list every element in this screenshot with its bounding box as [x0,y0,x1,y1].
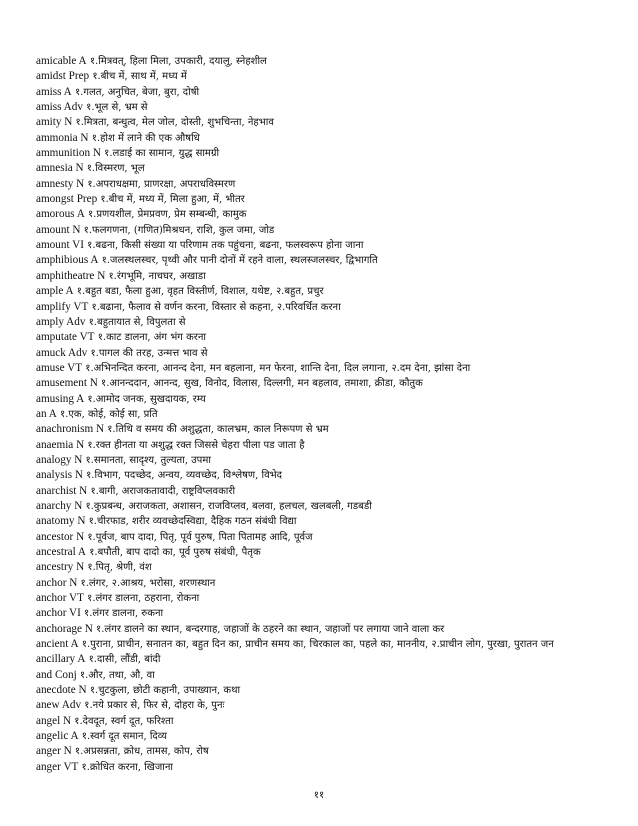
dictionary-entry [36,499,610,514]
dictionary-entry [36,54,610,69]
entry-headword: amuse VT [36,361,83,374]
entry-gloss: १.लडाई का सामान, युद्ध सामग्री [104,148,220,160]
entry-gloss: १.काट डालना, अंग भंग करना [97,332,206,344]
dictionary-entry [36,100,610,115]
entry-headword: ancillary A [36,653,86,666]
entry-headword: amuck Adv [36,346,88,359]
entry-headword: anaemia N [36,438,85,451]
dictionary-entry [36,69,610,84]
dictionary-entry [36,238,610,253]
dictionary-entry [36,729,610,744]
entry-headword: ammonia N [36,131,89,144]
entry-gloss: १.क्रोधित करना, खिजाना [81,761,174,773]
entry-gloss: १.बीच में, मध्य में, मिला हुआ, में, भीतर [100,194,245,206]
entry-headword: amusement N [36,377,98,390]
entry-gloss: १.आनन्ददान, आनन्द, सुख, विनोद, विलास, दिल्लगी, मन बहलाव, तमाशा, क्रीडा, कौतुक [101,378,423,390]
dictionary-entry [36,422,610,437]
entry-headword: an A [36,407,57,420]
entry-gloss: १.बागी, अराजकतावादी, राष्ट्रविप्लवकारी [90,485,236,497]
entry-gloss: १.पुराना, प्राचीन, सनातन का, बहुत दिन का, प्राचीन समय का, चिरकाल का, पहले का, माननीय, २.प्राचीन लोग, पुरखा, पुरातन जन [81,639,554,651]
entry-headword: ancestral A [36,546,87,558]
entry-gloss: १.लंगर डालने का स्थान, बन्दरगाह, जहाजों के ठहरने का स्थान, जहाजों पर लगाया जाने वाला कर [96,623,445,635]
entry-headword: amongst Prep [36,193,98,206]
dictionary-entry [36,438,610,453]
entry-headword: anchor VI [36,607,81,620]
dictionary-entry [36,622,610,637]
entry-headword: amply Adv [36,315,86,328]
entry-gloss: १.फलगणना, (गणित)मिश्रधन, राशि, कुल जमा, जोड [83,224,275,236]
dictionary-entry [36,668,610,683]
entry-gloss: १.एक, कोई, कोई सा, प्रति [60,408,158,420]
entry-gloss: १.और, तथा, औ, वा [79,669,155,681]
entry-gloss: १.अप्रसन्नता, क्रोध, तामस, कोप, रोष [74,746,209,758]
entry-headword: analysis N [36,469,83,482]
entry-headword: ancestry N [36,561,85,574]
dictionary-entry [36,330,610,345]
dictionary-entry [36,576,610,591]
entry-gloss: १.नये प्रकार से, फिर से, दोहरा के, पुनः [84,700,225,712]
dictionary-entry [36,253,610,268]
entry-gloss: १.रक्त हीनता या अशुद्ध रक्त जिससे चेहरा पीला पड जाता है [87,439,305,451]
entry-headword: amphibious A [36,254,99,267]
entry-gloss: १.विभाग, पदच्छेद, अन्वय, व्यवच्छेद, विश्लेषण, विभेद [86,470,282,482]
dictionary-entry [36,269,610,284]
entry-gloss: १.स्वर्ग दूत समान, दिव्य [81,731,167,743]
entry-headword: anger N [36,745,72,758]
entry-gloss: १.लंगर, २.आश्रय, भरोसा, शरणस्थान [80,577,216,589]
entry-gloss: १.बीच में, साथ में, मध्य में [92,71,187,83]
entry-gloss: १.पूर्वज, बाप दादा, पितृ, पूर्व पुरुष, पिता पितामह आदि, पूर्वज [87,531,313,543]
entry-headword: ancestor N [36,530,85,543]
entry-headword: angel N [36,714,72,727]
entry-headword: anecdote N [36,684,87,697]
entry-headword: ample A [36,285,74,298]
dictionary-entry [36,361,610,376]
entry-gloss: १.बहुतायात से, विपुलता से [88,316,186,328]
entry-headword: anchorage N [36,622,93,635]
entry-headword: amplify VT [36,300,89,313]
dictionary-entry [36,760,610,775]
entry-headword: anew Adv [36,699,82,712]
dictionary-entry [36,315,610,330]
dictionary-entry [36,284,610,299]
dictionary-entry [36,146,610,161]
entry-gloss: १.जलस्थलस्चर, पृथ्वी और पानी दोनों में रहने वाला, स्थलस्जलस्चर, द्विभागति [101,255,378,267]
dictionary-entry [36,300,610,315]
dictionary-entry [36,392,610,407]
entry-headword: amphitheatre N [36,269,106,282]
dictionary-entry [36,530,610,545]
dictionary-entry [36,545,610,560]
dictionary-entry [36,407,610,422]
entry-gloss: १.अपराधक्षमा, प्राणरक्षा, अपराधविस्मरण [87,178,236,190]
entry-gloss: १.तिथि व समय की अशुद्धता, कालभ्रम, काल निरूपण से भ्रम [107,424,329,436]
entry-headword: analogy N [36,453,83,466]
entry-gloss: १.लंगर डालना, रुकना [84,608,164,620]
entry-gloss: १.दासी, लौंडी, बांदी [88,654,161,666]
dictionary-entry [36,453,610,468]
entry-headword: amity N [36,116,73,129]
page-number: ११ [313,790,325,801]
entry-headword: anachronism N [36,423,105,436]
dictionary-entry [36,177,610,192]
entry-gloss: १.पितृ, श्रेणी, वंश [87,562,152,574]
entry-headword: amidst Prep [36,70,90,83]
dictionary-entry [36,652,610,667]
entry-gloss: १.चुटकुला, छोटी कहानी, उपाख्यान, कथा [89,685,241,697]
entry-gloss: १.बहुत बडा, फैला हुआ, वृहत विस्तीर्ण, विशाल, यथेष्ट, २.बहुत, प्रचुर [76,286,324,298]
dictionary-entry [36,514,610,529]
dictionary-entry [36,484,610,499]
dictionary-entry [36,606,610,621]
entry-gloss: १.समानता, सादृश्य, तुल्यता, उपमा [85,454,211,466]
entry-headword: amicable A [36,55,87,67]
entry-headword: amusing A [36,392,85,405]
entry-gloss: १.बपौती, बाप दादो का, पूर्व पुरुष संबंधी, पैतृक [89,547,261,558]
entry-headword: ancient A [36,638,79,651]
dictionary-entry [36,131,610,146]
dictionary-entry [36,744,610,759]
entry-headword: anchor VT [36,592,84,605]
entry-headword: angelic A [36,730,79,743]
entry-headword: anarchist N [36,484,88,497]
dictionary-entry [36,683,610,698]
dictionary-entry [36,115,610,130]
entry-headword: anchor N [36,576,78,589]
entry-headword: amount VI [36,239,84,252]
entry-headword: amnesty N [36,177,85,190]
entry-gloss: १.मित्रता, बन्धुत्व, मेल जोल, दोस्ती, शुभचिन्ता, नेहभाव [75,117,274,129]
entry-gloss: १.देवदूत, स्वर्ग दूत, फरिश्ता [74,715,174,727]
dictionary-entry [36,161,610,176]
dictionary-entry [36,207,610,222]
entry-gloss: १.गलत, अनुचित, बेजा, बुरा, दोषी [74,86,200,98]
entry-headword: amiss Adv [36,101,83,114]
entry-headword: anarchy N [36,499,83,512]
entry-headword: anatomy N [36,515,86,528]
entry-gloss: १.रंगभूमि, नाचघर, अखाडा [108,270,206,282]
entry-gloss: १.बढना, किसी संख्या या परिणाम तक पहुंचना, बढना, फलस्वरूप होना जाना [87,240,364,252]
dictionary-entry [36,714,610,729]
dictionary-entry [36,346,610,361]
entry-list [36,54,610,775]
entry-gloss: १.चीरफाड, शरीर व्यवच्छेदस्विद्या, दैहिक गठन संबंधी विद्या [88,516,297,528]
entry-headword: anger VT [36,760,79,773]
entry-headword: and Conj [36,668,77,681]
entry-headword: amnesia N [36,162,84,175]
entry-gloss: १.विस्मरण, भूल [86,163,145,175]
entry-gloss: १.लंगर डालना, ठहराना, रोकना [87,593,200,605]
dictionary-entry [36,637,610,652]
dictionary-entry [36,192,610,207]
entry-gloss: १.भूल से, भ्रम से [86,102,148,114]
entry-gloss: १.अभिनन्दित करना, आनन्द देना, मन बहलाना, मन फेरना, शान्ति देना, दिल लगाना, २.दम देना, झांसा देना [85,362,471,374]
entry-gloss: १.पागल की तरह, उन्मत्त भाव से [90,347,208,359]
entry-gloss: १.आमोद जनक, सुखदायक, रम्य [87,393,206,405]
entry-gloss: १.प्रणयशील, प्रेमप्रवण, प्रेम सम्बन्धी, कामुक [87,209,247,221]
entry-headword: amount N [36,223,81,236]
entry-headword: amiss A [36,85,72,98]
entry-headword: ammunition N [36,147,101,160]
entry-gloss: १.कुप्रबन्ध, अराजकता, अशासन, राजविप्लव, बलवा, हलचल, खलबली, गडबडी [85,500,372,512]
entry-headword: amorous A [36,208,85,221]
dictionary-entry [36,85,610,100]
dictionary-entry [36,560,610,575]
dictionary-entry [36,591,610,606]
entry-gloss: १.होश में लाने की एक औषधि [91,132,200,144]
dictionary-entry [36,468,610,483]
entry-gloss: १.मित्रवत्, हिला मिला, उपकारी, दयालु, स्नेहशील [89,56,267,67]
dictionary-entry [36,698,610,713]
dictionary-entry [36,376,610,391]
entry-gloss: १.बढाना, फैलाव से वर्णन करना, विस्तार से कहना, २.परिवर्धित करना [91,301,341,313]
dictionary-entry [36,223,610,238]
entry-headword: amputate VT [36,331,95,344]
